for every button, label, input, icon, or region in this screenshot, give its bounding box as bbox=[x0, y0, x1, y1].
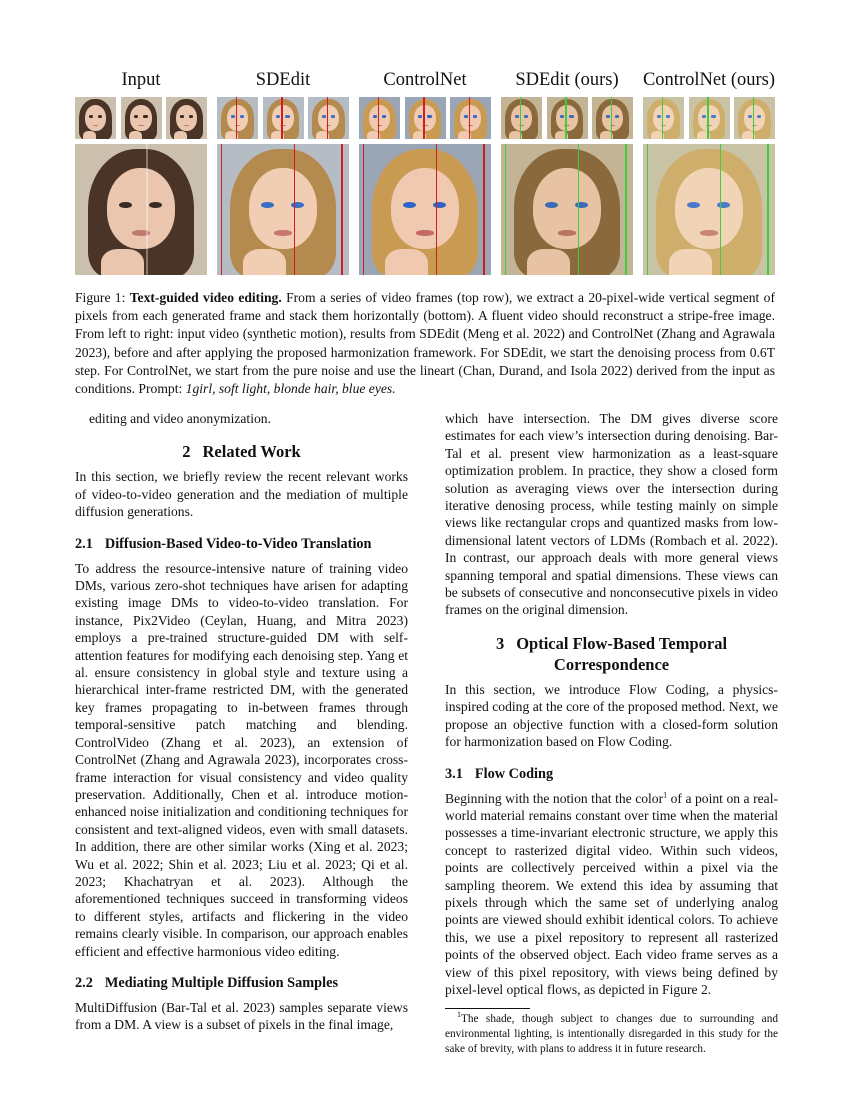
caption-prompt: 1girl, soft light, blonde hair, blue eyes. bbox=[185, 381, 396, 397]
portrait-hand bbox=[83, 131, 96, 139]
footnote-text: The shade, though subject to changes due to surrounding and environmental lighting, is intentionally disregarded in this study for the sake of brevity, with plans to address it in future research. bbox=[445, 1013, 778, 1056]
portrait-illustration bbox=[166, 97, 207, 139]
portrait-eye-r bbox=[331, 115, 335, 117]
seam-stripe bbox=[647, 144, 649, 275]
frame-thumbnail-controlnet bbox=[405, 97, 446, 139]
section-2-number: 2 bbox=[182, 442, 191, 462]
seam-stripe bbox=[767, 144, 769, 275]
section-3-title-line2: Correspondence bbox=[553, 654, 670, 674]
seam-stripe bbox=[753, 97, 755, 139]
portrait-hand bbox=[174, 131, 187, 139]
portrait-eye-l bbox=[702, 115, 706, 117]
portrait-lips bbox=[416, 230, 434, 235]
frame-thumbnail-sdedit bbox=[217, 97, 258, 139]
caption-label: Figure 1: bbox=[75, 290, 126, 305]
right-column bbox=[445, 410, 778, 1057]
subsection-2-2-heading bbox=[75, 974, 408, 992]
portrait-illustration bbox=[689, 97, 730, 139]
section-3-number: 3 bbox=[495, 633, 505, 653]
seam-stripe bbox=[236, 97, 238, 139]
header-sdedit-ours: SDEdit (ours) bbox=[515, 70, 619, 90]
seam-stripe bbox=[281, 97, 283, 139]
portrait-skin bbox=[176, 105, 197, 131]
frame-thumbnail-sdedit bbox=[263, 97, 304, 139]
subsection-3-1-text bbox=[445, 790, 778, 999]
portrait-skin bbox=[107, 168, 176, 249]
portrait-illustration bbox=[121, 97, 162, 139]
frame-thumbnail-controlnet bbox=[359, 97, 400, 139]
portrait-eye-l bbox=[687, 202, 700, 209]
portrait-skin bbox=[675, 168, 744, 249]
portrait-illustration bbox=[592, 97, 633, 139]
frame-thumbnail-controlnet-ours bbox=[643, 97, 684, 139]
portrait-eye-l bbox=[261, 202, 274, 209]
portrait-skin bbox=[391, 168, 460, 249]
section-3-title-line1: Optical Flow-Based Temporal bbox=[516, 633, 728, 653]
portrait-eye-l bbox=[134, 115, 138, 117]
frame-thumbnail-controlnet-ours bbox=[734, 97, 775, 139]
portrait-skin bbox=[272, 105, 293, 131]
seam-stripe bbox=[294, 144, 296, 275]
stacked-strip-image-controlnet bbox=[359, 144, 491, 275]
portrait-eye-r bbox=[666, 115, 670, 117]
frame-thumbnail-input bbox=[75, 97, 116, 139]
seam-stripe bbox=[505, 144, 507, 275]
portrait-illustration bbox=[217, 97, 258, 139]
portrait-skin bbox=[130, 105, 151, 131]
portrait-eye-r bbox=[189, 115, 193, 117]
stacked-strip-image-controlnet-ours bbox=[643, 144, 775, 275]
portrait-skin bbox=[533, 168, 602, 249]
section-2-heading bbox=[75, 441, 408, 462]
seam-stripe bbox=[469, 97, 471, 139]
portrait-lips bbox=[700, 230, 718, 235]
portrait-eye-l bbox=[231, 115, 235, 117]
seam-stripe bbox=[483, 144, 485, 275]
portrait-lips bbox=[558, 230, 576, 235]
portrait-illustration bbox=[643, 144, 775, 275]
seam-stripe bbox=[363, 144, 365, 275]
portrait-eye-r bbox=[427, 115, 431, 117]
portrait-illustration bbox=[734, 97, 775, 139]
portrait-skin bbox=[85, 105, 106, 131]
portrait-illustration bbox=[643, 97, 684, 139]
portrait-skin bbox=[369, 105, 390, 131]
portrait-hand bbox=[129, 131, 142, 139]
subsection-2-2-number: 2.2 bbox=[75, 974, 93, 991]
seam-stripe bbox=[720, 144, 722, 275]
stacked-strip-image-input bbox=[75, 144, 207, 275]
portrait-skin bbox=[460, 105, 481, 131]
subsection-2-1-heading bbox=[75, 535, 408, 553]
portrait-eye-l bbox=[119, 202, 132, 209]
header-input: Input bbox=[121, 70, 161, 90]
portrait-skin bbox=[556, 105, 577, 131]
portrait-skin bbox=[698, 105, 719, 131]
header-controlnet-ours: ControlNet (ours) bbox=[642, 70, 776, 90]
header-controlnet: ControlNet bbox=[383, 70, 467, 90]
seam-stripe bbox=[625, 144, 627, 275]
subsection-3-1-number: 3.1 bbox=[445, 765, 463, 782]
portrait-illustration bbox=[501, 97, 542, 139]
seam-stripe bbox=[662, 97, 664, 139]
section-2-text: In this section, we briefly review the recent relevant works of video-to-video generation and the mediation of multiple diffusion generations. bbox=[75, 469, 408, 520]
subsection-2-1-title: Diffusion-Based Video-to-Video Translation bbox=[104, 535, 372, 552]
portrait-hand bbox=[385, 249, 427, 275]
portrait-illustration bbox=[501, 144, 633, 275]
left-column bbox=[75, 410, 408, 1034]
figure-headers bbox=[0, 70, 850, 96]
subsection-2-1-number: 2.1 bbox=[75, 535, 93, 552]
subsection-2-2-text: MultiDiffusion (Bar-Tal et al. 2023) samples separate views from a DM. A view is a subset of pixels in the final image, bbox=[75, 999, 408, 1033]
portrait-eye-r bbox=[473, 115, 477, 117]
portrait-illustration bbox=[75, 97, 116, 139]
caption-bold: Text-guided video editing. bbox=[129, 290, 282, 305]
section-3-heading bbox=[445, 633, 778, 675]
portrait-eye-r bbox=[711, 115, 715, 117]
portrait-skin bbox=[653, 105, 674, 131]
portrait-illustration bbox=[405, 97, 446, 139]
seam-stripe bbox=[520, 97, 522, 139]
footnote-marker[interactable]: 1 bbox=[663, 789, 668, 799]
portrait-skin bbox=[318, 105, 339, 131]
portrait-illustration bbox=[217, 144, 349, 275]
portrait-illustration bbox=[308, 97, 349, 139]
frame-thumbnail-controlnet bbox=[450, 97, 491, 139]
portrait-eye-r bbox=[569, 115, 573, 117]
footnote-divider bbox=[445, 1008, 530, 1009]
intro-tail: editing and video anonymization. bbox=[89, 411, 271, 426]
seam-stripe bbox=[378, 97, 380, 139]
portrait-hand bbox=[101, 249, 143, 275]
seam-stripe bbox=[327, 97, 329, 139]
footnote-number: 1 bbox=[457, 1010, 461, 1020]
frame-thumbnail-controlnet-ours bbox=[689, 97, 730, 139]
seam-stripe bbox=[707, 97, 709, 139]
stacked-strip-image-sdedit-ours bbox=[501, 144, 633, 275]
frame-thumbnail-input bbox=[166, 97, 207, 139]
continued-text: which have intersection. The DM gives diverse score estimates for each view’s intersection during denoising. Bar-Tal et al. present view harmonization as a least-square optimization problem. In practice, they show a closed form solution as averaging views over the intersection during iterative denosing process, while testing mainly on simple views like rectangular crops and quantized masks from low-dimensional latent vectors of LDMs (Rombach et al. 2022). In contrast, our approach deals with more general views spanning temporal and spatial dimensions. These views can be subsets of consecutive and nonconsecutive pixels in video frames on the original dimension. bbox=[445, 411, 778, 618]
subsection-3-1-text-b: of a point on a real-world material remains constant over time when the material possesses a time-invariant electronic structure, we apply this concept to rasterized digital video. Within such videos, points are collectively perceived within a pixel via the sampling theorem. We extend this idea by assuming that pixels through which the same set of underlying analog points are viewed should exhibit identical colors. To achieve this, we use a pixel repository to represent all rasterized points of the observed object. Each video frame serves as a view of this pixel repository, with views being defined by pixel-level optical flows, as depicted in Figure 2. bbox=[445, 790, 778, 997]
subsection-3-1-text-a: Beginning with the notion that the color bbox=[445, 790, 664, 806]
portrait-skin bbox=[511, 105, 532, 131]
portrait-eye-l bbox=[464, 115, 468, 117]
subsection-3-1-heading bbox=[445, 765, 778, 783]
portrait-eye-r bbox=[98, 115, 102, 117]
seam-stripe bbox=[146, 144, 148, 275]
portrait-eye-l bbox=[276, 115, 280, 117]
seam-stripe bbox=[423, 97, 425, 139]
portrait-eye-l bbox=[515, 115, 519, 117]
caption-text: From a series of video frames (top row), we extract a 20-pixel-wide vertical segment of pixels from each generated frame and stack them horizontally (bottom). A fluent video should reconstruct a stripe-free image. From left to right: input video (synthetic motion), results from SDEdit (Meng et al. 2022) and ControlNet (Zhang and Agrawala 2023), before and after applying the proposed harmonization framework. For SDEdit, we start the denoising process from 0.6T step. For ControlNet, we start from the pure noise and use the lineart (Chan, Durand, and Isola 2022) derived from the input as conditions. Prompt: bbox=[75, 290, 775, 397]
frame-thumbnail-sdedit-ours bbox=[547, 97, 588, 139]
seam-stripe bbox=[341, 144, 343, 275]
frame-thumbnail-input bbox=[121, 97, 162, 139]
portrait-eye-r bbox=[382, 115, 386, 117]
seam-stripe bbox=[611, 97, 613, 139]
portrait-skin bbox=[602, 105, 623, 131]
portrait-hand bbox=[669, 249, 711, 275]
frame-thumbnail-sdedit-ours bbox=[592, 97, 633, 139]
portrait-eye-r bbox=[240, 115, 244, 117]
header-sdedit: SDEdit bbox=[255, 70, 311, 90]
figure-caption bbox=[75, 289, 775, 398]
portrait-eye-l bbox=[418, 115, 422, 117]
portrait-skin bbox=[227, 105, 248, 131]
seam-stripe bbox=[578, 144, 580, 275]
portrait-eye-l bbox=[403, 202, 416, 209]
portrait-eye-l bbox=[322, 115, 326, 117]
seam-stripe bbox=[565, 97, 567, 139]
portrait-illustration bbox=[450, 97, 491, 139]
portrait-eye-l bbox=[89, 115, 93, 117]
footnote bbox=[445, 1012, 778, 1057]
frame-thumbnail-sdedit-ours bbox=[501, 97, 542, 139]
section-3-text: In this section, we introduce Flow Coding, a physics-inspired coding at the core of the proposed method. Next, we propose an objective function with a closed-form solution for harmonization based on Flow Coding. bbox=[445, 681, 778, 750]
portrait-skin bbox=[249, 168, 318, 249]
portrait-illustration bbox=[547, 97, 588, 139]
portrait-eye-r bbox=[285, 115, 289, 117]
portrait-eye-l bbox=[180, 115, 184, 117]
portrait-eye-l bbox=[606, 115, 610, 117]
subsection-3-1-title: Flow Coding bbox=[474, 765, 554, 782]
section-2-title: Related Work bbox=[202, 442, 301, 462]
portrait-skin bbox=[744, 105, 765, 131]
portrait-eye-r bbox=[143, 115, 147, 117]
portrait-skin bbox=[414, 105, 435, 131]
portrait-lips bbox=[274, 230, 292, 235]
seam-stripe bbox=[436, 144, 438, 275]
portrait-eye-l bbox=[748, 115, 752, 117]
subsection-2-1-text: To address the resource-intensive nature of training video DMs, various zero-shot techniques have arisen for adapting existing image DMs to video-to-video translation. For instance, Pix2Video (Ceylan, Huang, and Mitra 2023) employs a pre-trained structure-guided DM with self-attention features for modifying each denoising step. Yang et al. ensure consistency in global style and texture using a hierarchical inter-frame restricted DM, with the generated key frames propagating to in-between frames through temporal-sensitive patch matching and blending. ControlVideo (Zhang et al. 2023), an extension of ControlNet (Zhang and Agrawala 2023), incorporates cross-frame interaction for visual consistency and video quality preservation. Additionally, Chen et al. introduce motion-enhanced noise initialization and conditioning techniques for consistent and text-aligned videos, even with small datasets. In addition, there are other similar works (Xing et al. 2023; Wu et al. 2022; Shin et al. 2023; Liu et al. 2023; Qi et al. 2023; Khachatryan et al. 2023). Although the aforementioned techniques succeed in transforming videos to different styles, artifacts and flickering in the video remains clearly visible. In comparison, our approach enables efficient and effective harmonious video editing. bbox=[75, 560, 408, 959]
seam-stripe bbox=[221, 144, 223, 275]
frame-thumbnail-sdedit bbox=[308, 97, 349, 139]
stacked-strip-image-sdedit bbox=[217, 144, 349, 275]
portrait-illustration bbox=[263, 97, 304, 139]
portrait-eye-l bbox=[560, 115, 564, 117]
portrait-illustration bbox=[75, 144, 207, 275]
portrait-eye-r bbox=[615, 115, 619, 117]
portrait-eye-r bbox=[757, 115, 761, 117]
portrait-hand bbox=[527, 249, 569, 275]
portrait-illustration bbox=[359, 144, 491, 275]
portrait-eye-l bbox=[373, 115, 377, 117]
portrait-eye-l bbox=[545, 202, 558, 209]
subsection-2-2-title: Mediating Multiple Diffusion Samples bbox=[104, 974, 339, 991]
portrait-eye-r bbox=[524, 115, 528, 117]
portrait-eye-l bbox=[657, 115, 661, 117]
portrait-hand bbox=[243, 249, 285, 275]
portrait-illustration bbox=[359, 97, 400, 139]
